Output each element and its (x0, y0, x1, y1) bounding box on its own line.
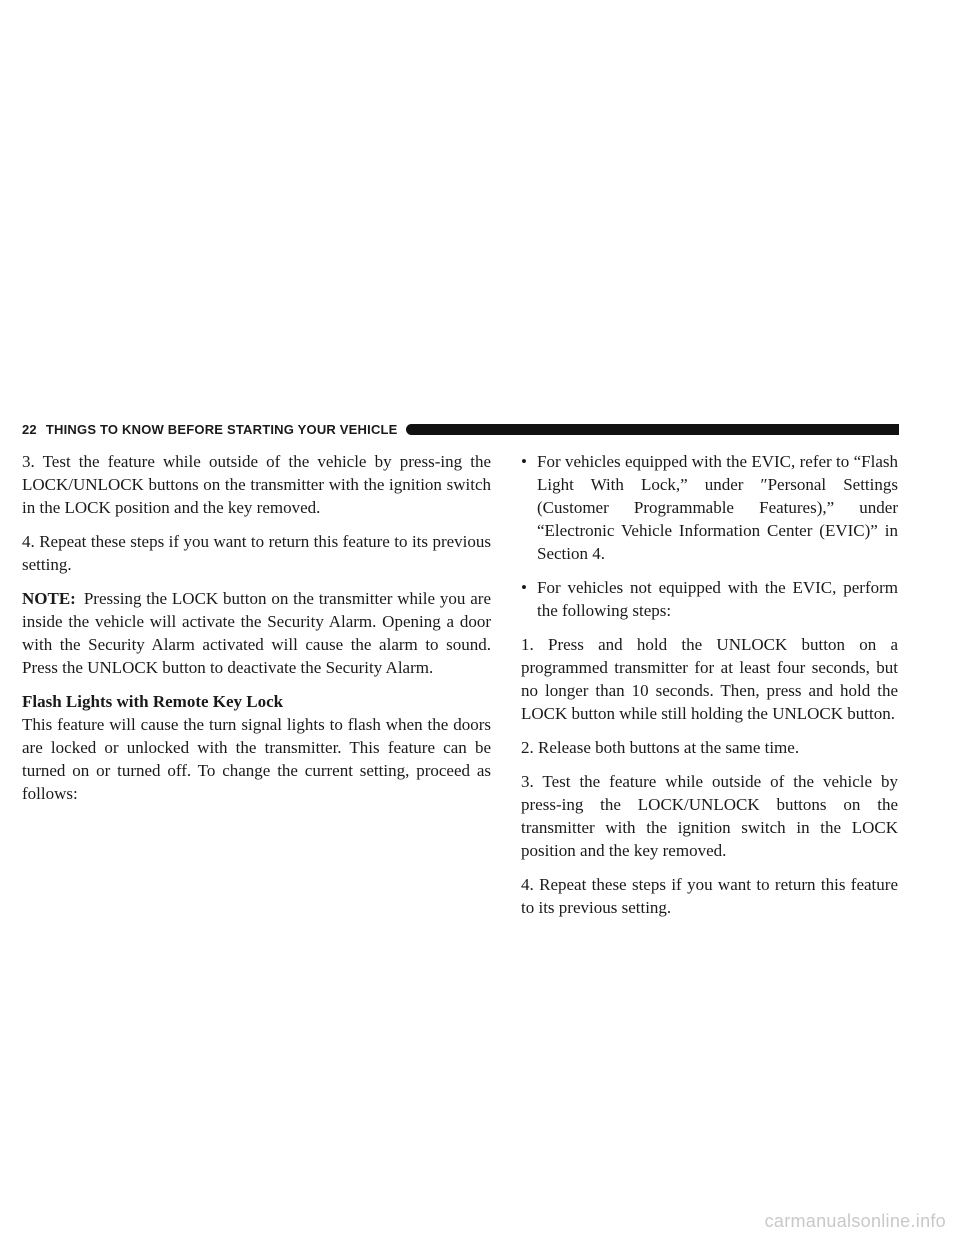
bullet-text: For vehicles not equipped with the EVIC, perform the following steps: (537, 578, 898, 620)
header-rule (406, 424, 899, 435)
watermark-text: carmanualsonline.info (764, 1211, 946, 1231)
section-subheading: Flash Lights with Remote Key Lock (22, 692, 284, 711)
bullet-icon: • (521, 452, 527, 471)
bullet-icon: • (521, 578, 527, 597)
bullet-text: For vehicles equipped with the EVIC, refer to “Flash Light With Lock,” under ″Personal Settings (Customer Programmable Features),” under “Electronic Vehicle Information Center (EVIC)” in Section 4. (537, 452, 898, 563)
step-3-paragraph: 3. Test the feature while outside of the vehicle by press-ing the LOCK/UNLOCK buttons on the transmitter with the ignition switch in the LOCK position and the key removed. (521, 772, 898, 860)
left-column (22, 450, 491, 816)
bullet-item (521, 576, 898, 622)
note-label: NOTE: (22, 589, 76, 608)
step-3-paragraph: 3. Test the feature while outside of the vehicle by press-ing the LOCK/UNLOCK buttons on the transmitter with the ignition switch in the LOCK position and the key removed. (22, 452, 491, 517)
note-text: Pressing the LOCK button on the transmitter while you are inside the vehicle will activate the Security Alarm. Opening a door with the Security Alarm activated will cause the alarm to sound. Press the UNLOCK button to deactivate the Security Alarm. (22, 589, 491, 677)
intro-paragraph: This feature will cause the turn signal lights to flash when the doors are locked or unlocked with the transmitter. This feature can be turned on or turned off. To change the current setting, proceed as follows: (22, 715, 491, 803)
step-1-paragraph: 1. Press and hold the UNLOCK button on a programmed transmitter for at least four seconds, but no longer than 10 seconds. Then, press and hold the LOCK button while still holding the UNLOCK button. (521, 635, 898, 723)
right-column (521, 450, 898, 930)
note-paragraph (22, 587, 491, 679)
step-4-paragraph: 4. Repeat these steps if you want to return this feature to its previous setting. (22, 532, 491, 574)
step-2-paragraph: 2. Release both buttons at the same time. (521, 738, 800, 757)
page-number: 22 (22, 421, 37, 437)
page-header (22, 418, 899, 440)
step-4-paragraph: 4. Repeat these steps if you want to return this feature to its previous setting. (521, 875, 898, 917)
bullet-item (521, 450, 898, 565)
section-title: THINGS TO KNOW BEFORE STARTING YOUR VEHICLE (45, 421, 398, 437)
